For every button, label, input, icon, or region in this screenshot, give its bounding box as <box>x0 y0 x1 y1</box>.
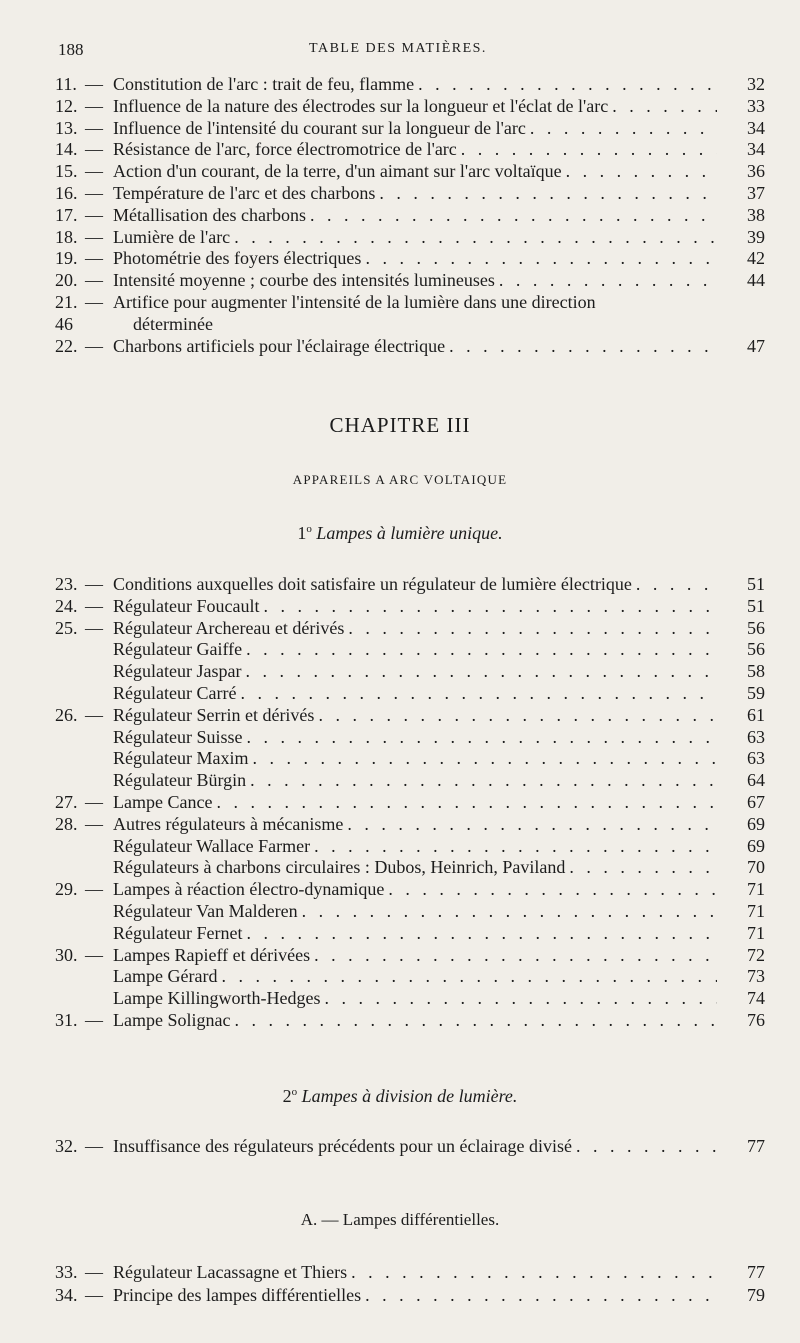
entry-dash: — <box>85 248 103 269</box>
toc-entry <box>55 335 765 357</box>
dot-leader <box>320 987 717 1009</box>
entry-title: Photométrie des foyers électriques <box>113 248 362 269</box>
entry-page: 69 <box>747 813 765 834</box>
entry-title: Influence de la nature des électrodes sur la longueur et l'éclat de l'arc <box>113 95 609 116</box>
dot-leader <box>565 856 717 878</box>
toc-entry <box>55 226 765 248</box>
entry-page: 79 <box>747 1285 765 1305</box>
entry-number: 24. <box>55 595 78 616</box>
entry-page: 77 <box>747 1136 765 1156</box>
entry-number: 31. <box>55 1010 78 1030</box>
entry-number: 22. <box>55 335 78 356</box>
entry-dash: — <box>85 226 103 247</box>
entry-page: 38 <box>747 204 765 225</box>
entry-title: Lampe Killingworth-Hedges <box>113 988 321 1009</box>
subsection-ordinal: o <box>291 1086 298 1098</box>
subsection-number: 1 <box>297 523 307 543</box>
entry-page: 36 <box>747 161 765 182</box>
entry-page: 51 <box>747 595 765 616</box>
entry-page: 56 <box>747 617 765 638</box>
entry-number: 15. <box>55 161 78 182</box>
entry-dash: — <box>85 1010 103 1030</box>
entry-dash: — <box>85 595 103 616</box>
entry-title: Lampe Gérard <box>113 966 218 987</box>
page-number: 188 <box>58 40 84 59</box>
dot-leader <box>248 747 717 769</box>
entry-page: 59 <box>747 683 765 703</box>
toc-entry <box>55 769 765 791</box>
entry-dash: — <box>85 161 103 182</box>
entry-title: Régulateur Maxim <box>113 748 249 769</box>
entry-number: 26. <box>55 704 78 725</box>
entry-page: 71 <box>747 901 765 921</box>
toc-entry <box>55 987 765 1009</box>
entry-title: Température de l'arc et des charbons <box>113 183 376 203</box>
subsubsection-heading: A. — Lampes différentielles. <box>300 1210 500 1229</box>
dot-leader <box>347 1261 717 1283</box>
entry-page: 67 <box>747 792 765 812</box>
dot-leader <box>361 1284 717 1306</box>
dot-leader <box>414 73 717 95</box>
entry-page: 63 <box>747 748 765 769</box>
entry-title: Action d'un courant, de la terre, d'un aimant sur l'arc voltaïque <box>113 161 562 182</box>
entry-title: Régulateur Serrin et dérivés <box>113 704 315 725</box>
entry-number: 14. <box>55 139 78 160</box>
toc-entry <box>55 726 765 748</box>
entry-title: Régulateur Suisse <box>113 726 243 747</box>
entry-dash: — <box>85 1262 103 1282</box>
entry-title: Régulateur Bürgin <box>113 770 247 791</box>
dot-leader <box>562 160 717 182</box>
entry-title: Charbons artificiels pour l'éclairage électrique <box>113 335 446 356</box>
dot-leader <box>242 922 717 944</box>
entry-title: Intensité moyenne ; courbe des intensités lumineuses <box>113 270 495 291</box>
toc-entry <box>55 1261 765 1283</box>
toc-entry <box>55 204 765 226</box>
dot-leader <box>246 769 717 791</box>
entry-dash: — <box>85 74 103 94</box>
dot-leader <box>242 726 717 748</box>
toc-entry <box>55 922 765 944</box>
dot-leader <box>572 1135 717 1157</box>
dot-leader <box>217 965 717 987</box>
toc-entry <box>55 813 765 835</box>
entry-page: 61 <box>747 704 765 725</box>
toc-entry <box>55 747 765 769</box>
entry-page: 73 <box>747 966 765 987</box>
entry-page: 39 <box>747 226 765 247</box>
toc-entry <box>55 617 765 639</box>
entry-page: 64 <box>747 770 765 791</box>
dot-leader <box>236 682 717 704</box>
entry-page: 56 <box>747 639 765 660</box>
entry-page: 71 <box>747 922 765 943</box>
entry-page: 33 <box>747 95 765 116</box>
subsection-heading-2 <box>0 1086 800 1107</box>
entry-title: Résistance de l'arc, force électromotrice de l'arc <box>113 139 457 160</box>
toc-entry <box>55 160 765 182</box>
toc-entry <box>55 73 765 95</box>
dot-leader <box>384 878 717 900</box>
toc-entry-continuation <box>55 313 765 335</box>
toc-entry <box>55 95 765 117</box>
entry-dash: — <box>85 204 103 225</box>
entry-title: Régulateur Fernet <box>113 922 243 943</box>
toc-entry <box>55 791 765 813</box>
toc-entry <box>55 138 765 160</box>
toc-entry <box>55 1009 765 1031</box>
entry-number: 13. <box>55 117 78 138</box>
entry-dash: — <box>85 704 103 725</box>
running-header <box>58 40 738 66</box>
entry-dash: — <box>85 270 103 291</box>
subsection-title: Lampes à lumière unique. <box>316 523 503 543</box>
entry-page: 34 <box>747 139 765 160</box>
toc-entry <box>55 182 765 204</box>
entry-page: 77 <box>747 1262 765 1282</box>
entry-number: 16. <box>55 183 78 203</box>
entry-page: 42 <box>747 248 765 269</box>
entry-page: 72 <box>747 944 765 965</box>
subsection-number: 2 <box>282 1086 292 1106</box>
entry-page: 46 <box>55 313 73 334</box>
entry-number: 30. <box>55 944 78 965</box>
entry-dash: — <box>85 792 103 812</box>
entry-number: 25. <box>55 617 78 638</box>
entry-page: 70 <box>747 857 765 878</box>
entry-title: Régulateur Foucault <box>113 595 260 616</box>
entry-dash: — <box>85 292 103 312</box>
entry-dash: — <box>85 95 103 116</box>
dot-leader <box>526 117 717 139</box>
entry-dash: — <box>85 1136 103 1156</box>
entry-dash: — <box>85 879 103 900</box>
entry-dash: — <box>85 944 103 965</box>
dot-leader <box>445 335 717 357</box>
toc-entry <box>55 269 765 291</box>
entry-dash: — <box>85 117 103 138</box>
entry-title: Autres régulateurs à mécanisme <box>113 813 344 834</box>
entry-page: 32 <box>747 74 765 94</box>
dot-leader <box>457 138 717 160</box>
entry-title: Lumière de l'arc <box>113 226 231 247</box>
entry-title: Régulateur Jaspar <box>113 661 242 682</box>
entry-number: 20. <box>55 270 78 291</box>
entry-number: 28. <box>55 813 78 834</box>
toc-entry <box>55 856 765 878</box>
entry-page: 51 <box>747 574 765 594</box>
dot-leader <box>361 247 717 269</box>
entry-dash: — <box>85 335 103 356</box>
entry-number: 23. <box>55 574 78 594</box>
entry-number: 11. <box>55 74 77 94</box>
entry-dash: — <box>85 183 103 203</box>
dot-leader <box>632 573 717 595</box>
entry-title: Insuffisance des régulateurs précédents pour un éclairage divisé <box>113 1136 572 1156</box>
toc-entry <box>55 944 765 966</box>
entry-number: 21. <box>55 292 78 312</box>
dot-leader <box>306 204 717 226</box>
entry-title: Principe des lampes différentielles <box>113 1285 362 1305</box>
dot-leader <box>242 638 717 660</box>
toc-entry <box>55 660 765 682</box>
entry-title: Régulateur Wallace Farmer <box>113 835 311 856</box>
entry-page: 63 <box>747 726 765 747</box>
dot-leader <box>241 660 717 682</box>
entry-title: Régulateur Gaiffe <box>113 639 243 660</box>
entry-number: 27. <box>55 792 78 812</box>
subsection-heading-1 <box>0 523 800 544</box>
toc-entry <box>55 965 765 987</box>
dot-leader <box>230 1009 717 1031</box>
entry-dash: — <box>85 139 103 160</box>
entry-number: 12. <box>55 95 78 116</box>
toc-entry <box>55 1135 765 1157</box>
toc-entry <box>55 682 765 704</box>
entry-page: 76 <box>747 1010 765 1030</box>
entry-title: Constitution de l'arc : trait de feu, flamme <box>113 74 415 94</box>
dot-leader <box>314 704 717 726</box>
entry-page: 47 <box>747 335 765 356</box>
dot-leader <box>343 813 717 835</box>
subsection-title: Lampes à division de lumière. <box>301 1086 518 1106</box>
entry-title: Lampes Rapieff et dérivées <box>113 944 311 965</box>
entry-page: 58 <box>747 661 765 682</box>
dot-leader <box>608 95 717 117</box>
entry-title: Lampe Solignac <box>113 1010 231 1030</box>
toc-entry <box>55 247 765 269</box>
entry-number: 33. <box>55 1262 78 1282</box>
entry-number: 29. <box>55 879 78 900</box>
entry-page: 71 <box>747 879 765 900</box>
entry-number: 18. <box>55 226 78 247</box>
toc-entry <box>55 878 765 900</box>
dot-leader <box>310 944 717 966</box>
entry-page: 37 <box>747 183 765 203</box>
entry-dash: — <box>85 813 103 834</box>
entry-page: 69 <box>747 835 765 856</box>
entry-number: 17. <box>55 204 78 225</box>
dot-leader <box>344 617 717 639</box>
dot-leader <box>230 226 717 248</box>
running-title: TABLE DES MATIÈRES. <box>309 41 487 56</box>
entry-dash: — <box>85 574 103 594</box>
entry-title: Métallisation des charbons <box>113 204 306 225</box>
toc-entry <box>55 704 765 726</box>
entry-title: Régulateur Carré <box>113 683 237 703</box>
entry-dash: — <box>85 617 103 638</box>
entry-title-continuation: déterminée <box>133 313 213 334</box>
entry-dash: — <box>85 1285 103 1305</box>
entry-title: Régulateur Archereau et dérivés <box>113 617 345 638</box>
entry-page: 74 <box>747 988 765 1009</box>
dot-leader <box>259 595 717 617</box>
dot-leader <box>375 182 717 204</box>
entry-page: 34 <box>747 117 765 138</box>
toc-entry <box>55 638 765 660</box>
dot-leader <box>298 900 717 922</box>
subsection-ordinal: o <box>306 523 312 535</box>
entry-title: Régulateur Van Malderen <box>113 901 298 921</box>
entry-number: 32. <box>55 1136 78 1156</box>
entry-title: Conditions auxquelles doit satisfaire un régulateur de lumière électrique <box>113 574 632 594</box>
toc-entry <box>55 595 765 617</box>
entry-title: Lampe Cance <box>113 792 213 812</box>
section-title: APPAREILS A ARC VOLTAIQUE <box>292 472 508 487</box>
toc-entry <box>55 573 765 595</box>
chapter-heading: CHAPITRE III <box>329 413 471 437</box>
entry-page: 44 <box>747 270 765 291</box>
entry-title: Régulateur Lacassagne et Thiers <box>113 1262 348 1282</box>
entry-title: Régulateurs à charbons circulaires : Dubos, Heinrich, Paviland <box>113 857 566 878</box>
entry-number: 34. <box>55 1285 78 1305</box>
entry-title: Artifice pour augmenter l'intensité de la lumière dans une direction <box>113 292 596 312</box>
toc-entry <box>55 1284 765 1306</box>
dot-leader <box>495 269 717 291</box>
toc-entry <box>55 835 765 857</box>
entry-title: Lampes à réaction électro-dynamique <box>113 879 385 900</box>
dot-leader <box>212 791 717 813</box>
entry-number: 19. <box>55 248 78 269</box>
toc-entry <box>55 117 765 139</box>
entry-title: Influence de l'intensité du courant sur la longueur de l'arc <box>113 117 526 138</box>
toc-entry <box>55 291 765 313</box>
toc-entry <box>55 900 765 922</box>
dot-leader <box>310 835 717 857</box>
